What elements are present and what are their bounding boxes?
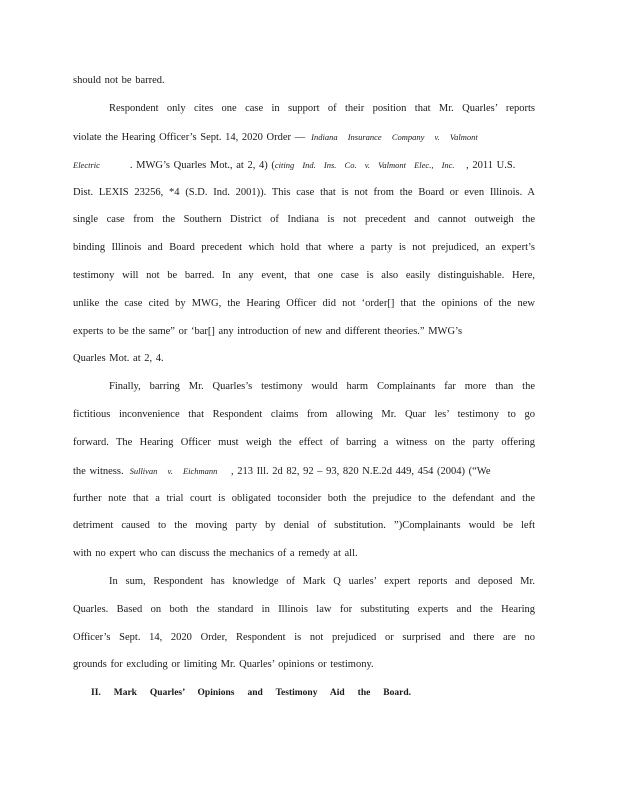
text-line-11 bbox=[73, 352, 535, 366]
text-span: , 2011 U.S. bbox=[462, 160, 516, 171]
text-span: Officer’s Sept. 14, 2020 Order, Respondent is not prejudiced or surprised and there are no bbox=[73, 632, 535, 643]
text-line-12 bbox=[109, 380, 535, 394]
text-span: Dist. LEXIS 23256, *4 (S.D. Ind. 2001)). This case that is not from the Board or even Illinois. A bbox=[73, 187, 535, 198]
text-span: further note that a trial court is obligated toconsider both the prejudice to the defendant and the bbox=[73, 493, 535, 504]
text-line-4 bbox=[73, 158, 535, 173]
text-span: detriment caused to the moving party by denial of substitution. ”)Complainants would be left bbox=[73, 520, 535, 531]
text-line-16 bbox=[73, 492, 535, 506]
text-span: Quarles. Based on both the standard in Illinois law for substituting experts and the Hearing bbox=[73, 604, 535, 615]
text-line-6 bbox=[73, 213, 535, 227]
text-span: violate the Hearing Officer’s Sept. 14, 2020 Order — bbox=[73, 132, 306, 143]
text-line-15 bbox=[73, 464, 535, 479]
text-span: unlike the case cited by MWG, the Hearing Officer did not ‘order[] that the opinions of the new bbox=[73, 298, 535, 309]
text-span: In sum, Respondent has knowledge of Mark Q uarles’ expert reports and deposed Mr. bbox=[109, 576, 535, 587]
text-line-3 bbox=[73, 130, 535, 145]
text-line-8 bbox=[73, 269, 535, 283]
text-span: binding Illinois and Board precedent which hold that where a party is not prejudiced, an expert’s bbox=[73, 242, 535, 253]
text-span: experts to be the same” or ‘bar[] any introduction of new and different theories.” MWG’s bbox=[73, 326, 463, 337]
text-span: Quarles Mot. at 2, 4. bbox=[73, 353, 164, 364]
text-line-21 bbox=[73, 631, 535, 645]
text-line-17 bbox=[73, 519, 535, 533]
text-line-18 bbox=[73, 547, 535, 561]
text-span: single case from the Southern District of Indiana is not precedent and cannot outweigh the bbox=[73, 214, 535, 225]
text-line-22 bbox=[73, 658, 535, 672]
text-line-13 bbox=[73, 408, 535, 422]
text-span: the witness. bbox=[73, 466, 124, 477]
text-span: Respondent only cites one case in support of their position that Mr. Quarles’ reports bbox=[109, 103, 535, 114]
case-citation-italic: Sullivan v. Eichmann bbox=[129, 466, 218, 476]
text-line-14 bbox=[73, 436, 535, 450]
text-line-2 bbox=[109, 102, 535, 116]
case-citation-italic: Electric bbox=[73, 160, 100, 170]
text-span: testimony will not be barred. In any event, that one case is also easily distinguishable. Here, bbox=[73, 270, 535, 281]
case-citation-italic: Indiana Insurance Company v. Valmont bbox=[311, 132, 478, 142]
text-span: fictitious inconvenience that Respondent claims from allowing Mr. Quar les’ testimony to go bbox=[73, 409, 535, 420]
text-line-20 bbox=[73, 603, 535, 617]
text-line-10 bbox=[73, 325, 535, 339]
case-citation-italic: citing Ind. Ins. Co. v. Valmont Elec., Inc. bbox=[274, 160, 455, 170]
text-span: , 213 Ill. 2d 82, 92 – 93, 820 N.E.2d 449, 454 (2004) (“We bbox=[227, 466, 491, 477]
text-line-19 bbox=[109, 575, 535, 589]
text-span: should not be barred. bbox=[73, 75, 165, 86]
text-span: forward. The Hearing Officer must weigh the effect of barring a witness on the party offering bbox=[73, 437, 535, 448]
text-span: grounds for excluding or limiting Mr. Quarles’ opinions or testimony. bbox=[73, 659, 374, 670]
text-line-7 bbox=[73, 241, 535, 255]
text-span: Finally, barring Mr. Quarles’s testimony would harm Complainants far more than the bbox=[109, 381, 535, 392]
text-span: with no expert who can discuss the mechanics of a remedy at all. bbox=[73, 548, 358, 559]
text-line-9 bbox=[73, 297, 535, 311]
section-heading: II. Mark Quarles’ Opinions and Testimony Aid the Board. bbox=[91, 688, 411, 698]
text-line-5 bbox=[73, 186, 535, 200]
text-span: . MWG’s Quarles Mot., at 2, 4) ( bbox=[129, 160, 275, 171]
text-line-1 bbox=[73, 74, 535, 88]
